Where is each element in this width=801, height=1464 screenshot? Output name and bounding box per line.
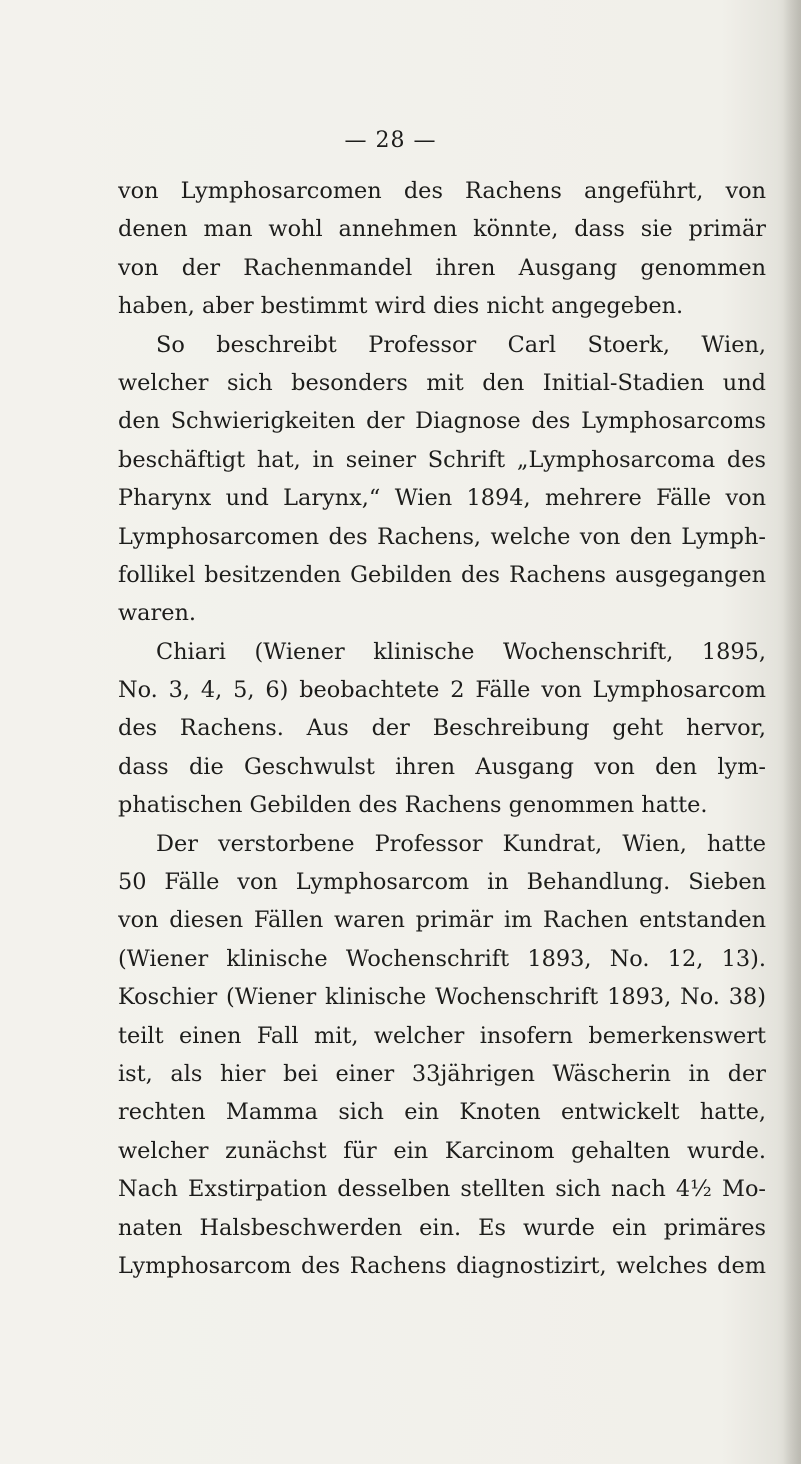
text-line: follikel besitzenden Gebilden des Rachens ausgegangen (118, 561, 766, 588)
text-line: Lymphosarcomen des Rachens, welche von den Lymph- (118, 523, 766, 550)
text-line: rechten Mamma sich ein Knoten entwickelt hatte, (118, 1099, 766, 1126)
text-line: Pharynx und Larynx,“ Wien 1894, mehrere Fälle von (118, 485, 766, 512)
text-line: den Schwierigkeiten der Diagnose des Lymphosarcoms (118, 408, 766, 435)
text-line: No. 3, 4, 5, 6) beobachtete 2 Fälle von Lymphosarcom (118, 677, 766, 704)
body-text (118, 172, 766, 1285)
text-line: Chiari (Wiener klinische Wochenschrift, 1895, (156, 638, 766, 665)
text-line: phatischen Gebilden des Rachens genommen hatte. (118, 792, 708, 819)
text-line: Nach Exstirpation desselben stellten sich nach 4½ Mo- (118, 1176, 766, 1203)
text-line: denen man wohl annehmen könnte, dass sie primär (118, 216, 766, 243)
text-line: Koschier (Wiener klinische Wochenschrift 1893, No. 38) (118, 984, 766, 1011)
text-line: teilt einen Fall mit, welcher insofern bemerkenswert (118, 1022, 766, 1049)
text-line: 50 Fälle von Lymphosarcom in Behandlung. Sieben (118, 869, 766, 896)
text-line: (Wiener klinische Wochenschrift 1893, No. 12, 13). (118, 945, 766, 972)
page-edge-shadow (783, 0, 801, 1464)
page-number: — 28 — (344, 128, 437, 153)
text-line: Lymphosarcom des Rachens diagnostizirt, welches dem (118, 1252, 766, 1279)
text-line: welcher zunächst für ein Karcinom gehalten wurde. (118, 1137, 766, 1164)
text-line: waren. (118, 600, 197, 627)
text-line: naten Halsbeschwerden ein. Es wurde ein primäres (118, 1214, 766, 1241)
text-line: von Lymphosarcomen des Rachens angeführt, von (118, 178, 766, 204)
text-line: dass die Geschwulst ihren Ausgang von den lym- (118, 753, 766, 780)
text-line: des Rachens. Aus der Beschreibung geht hervor, (118, 715, 766, 742)
text-line: von der Rachenmandel ihren Ausgang genommen (118, 254, 766, 281)
text-line: welcher sich besonders mit den Initial-Stadien und (118, 369, 766, 396)
text-line: haben, aber bestimmt wird dies nicht angegeben. (118, 293, 684, 320)
text-line: beschäftigt hat, in seiner Schrift „Lymphosarcoma des (118, 446, 766, 473)
text-line: So beschreibt Professor Carl Stoerk, Wien, (156, 331, 766, 358)
text-line: von diesen Fällen waren primär im Rachen entstanden (118, 907, 766, 934)
text-line: ist, als hier bei einer 33jährigen Wäscherin in der (118, 1060, 766, 1087)
text-line: Der verstorbene Professor Kundrat, Wien, hatte (156, 830, 766, 857)
